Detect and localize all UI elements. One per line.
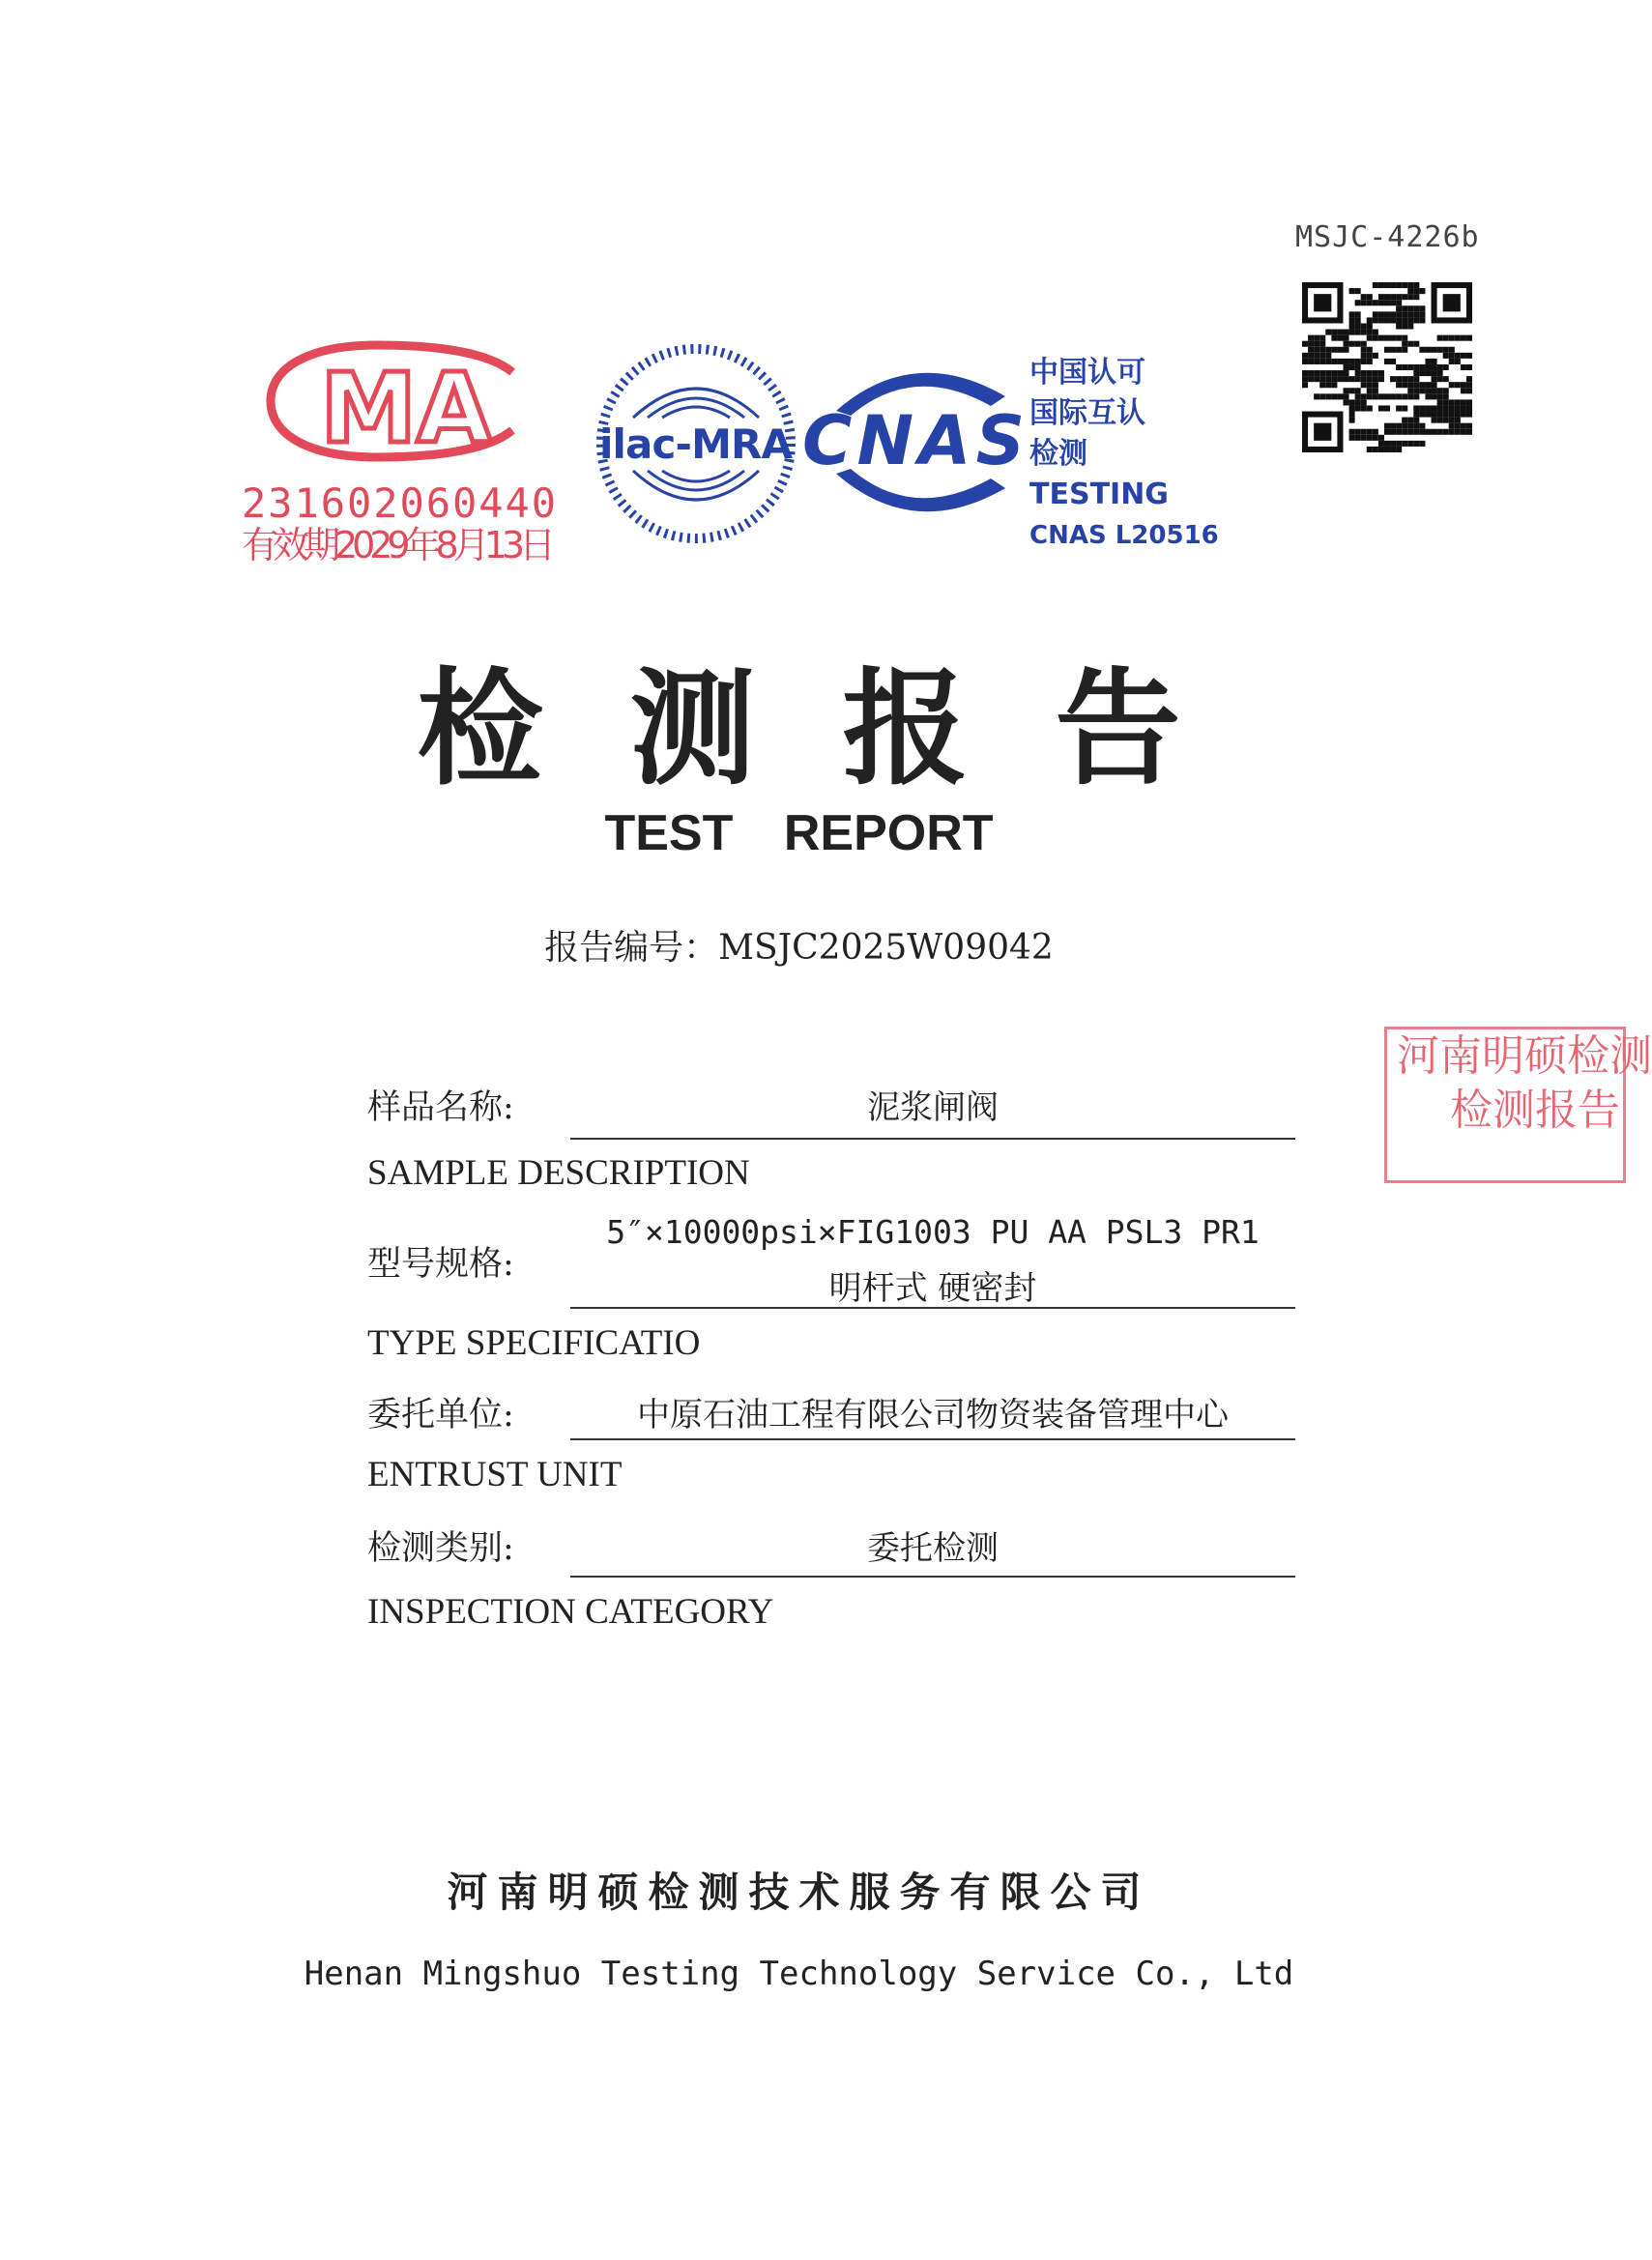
cnas-number: CNAS L20516 bbox=[1029, 521, 1219, 550]
company-seal-stamp bbox=[1384, 1027, 1652, 1183]
category-label-cn: 检测类别: bbox=[367, 1529, 514, 1568]
company-name-cn: 河南明硕检测技术服务有限公司 bbox=[447, 1869, 1151, 1916]
entrust-value: 中原石油工程有限公司物资装备管理中心 bbox=[637, 1396, 1229, 1434]
sample-label-cn: 样品名称: bbox=[367, 1088, 514, 1127]
seal-line1: 河南明硕检测 bbox=[1397, 1031, 1652, 1081]
type-value-line1: 5″×10000psi×FIG1003 PU AA PSL3 PR1 bbox=[606, 1213, 1260, 1251]
cma-number: 231602060440 bbox=[242, 479, 556, 527]
entrust-label-en: ENTRUST UNIT bbox=[367, 1455, 623, 1494]
cnas-logo bbox=[797, 353, 1029, 532]
type-underline bbox=[570, 1307, 1295, 1309]
category-label-en: INSPECTION CATEGORY bbox=[367, 1592, 774, 1632]
report-title-cn: 检测报告 bbox=[417, 654, 1268, 802]
report-title-en: TEST REPORT bbox=[604, 805, 994, 861]
cnas-cn-line2: 国际互认 bbox=[1029, 396, 1145, 430]
cnas-cn-line3: 检测 bbox=[1029, 437, 1087, 471]
category-underline bbox=[570, 1576, 1295, 1578]
type-label-cn: 型号规格: bbox=[367, 1245, 514, 1284]
sample-underline bbox=[570, 1138, 1295, 1140]
report-number: 报告编号：MSJC2025W09042 bbox=[544, 928, 1054, 968]
ilac-logo-text: ilac-MRA bbox=[599, 420, 793, 468]
cma-logo-text: MA bbox=[320, 352, 492, 465]
entrust-label-cn: 委托单位: bbox=[367, 1396, 514, 1434]
cnas-en-line: TESTING bbox=[1029, 478, 1169, 511]
sample-label-en: SAMPLE DESCRIPTION bbox=[367, 1153, 750, 1193]
cnas-cn-line1: 中国认可 bbox=[1029, 356, 1145, 390]
cnas-caption bbox=[1029, 353, 1219, 556]
type-value-line2: 明杆式 硬密封 bbox=[828, 1269, 1037, 1308]
company-name-en: Henan Mingshuo Testing Technology Service Co., Ltd bbox=[304, 1955, 1294, 1993]
cma-mark-logo bbox=[242, 333, 561, 565]
document-code: MSJC-4226b bbox=[1295, 220, 1480, 254]
sample-value: 泥浆闸阀 bbox=[867, 1088, 999, 1127]
cma-validity: 有效期2029年8月13日 bbox=[242, 524, 556, 566]
type-label-en: TYPE SPECIFICATIO bbox=[367, 1323, 701, 1363]
cnas-logo-text: CNAS bbox=[802, 401, 1025, 480]
category-value: 委托检测 bbox=[867, 1529, 999, 1568]
qr-code-icon bbox=[1302, 282, 1472, 452]
seal-line2: 检测报告 bbox=[1450, 1086, 1620, 1135]
entrust-underline bbox=[570, 1438, 1295, 1440]
ilac-mra-logo bbox=[594, 340, 797, 548]
